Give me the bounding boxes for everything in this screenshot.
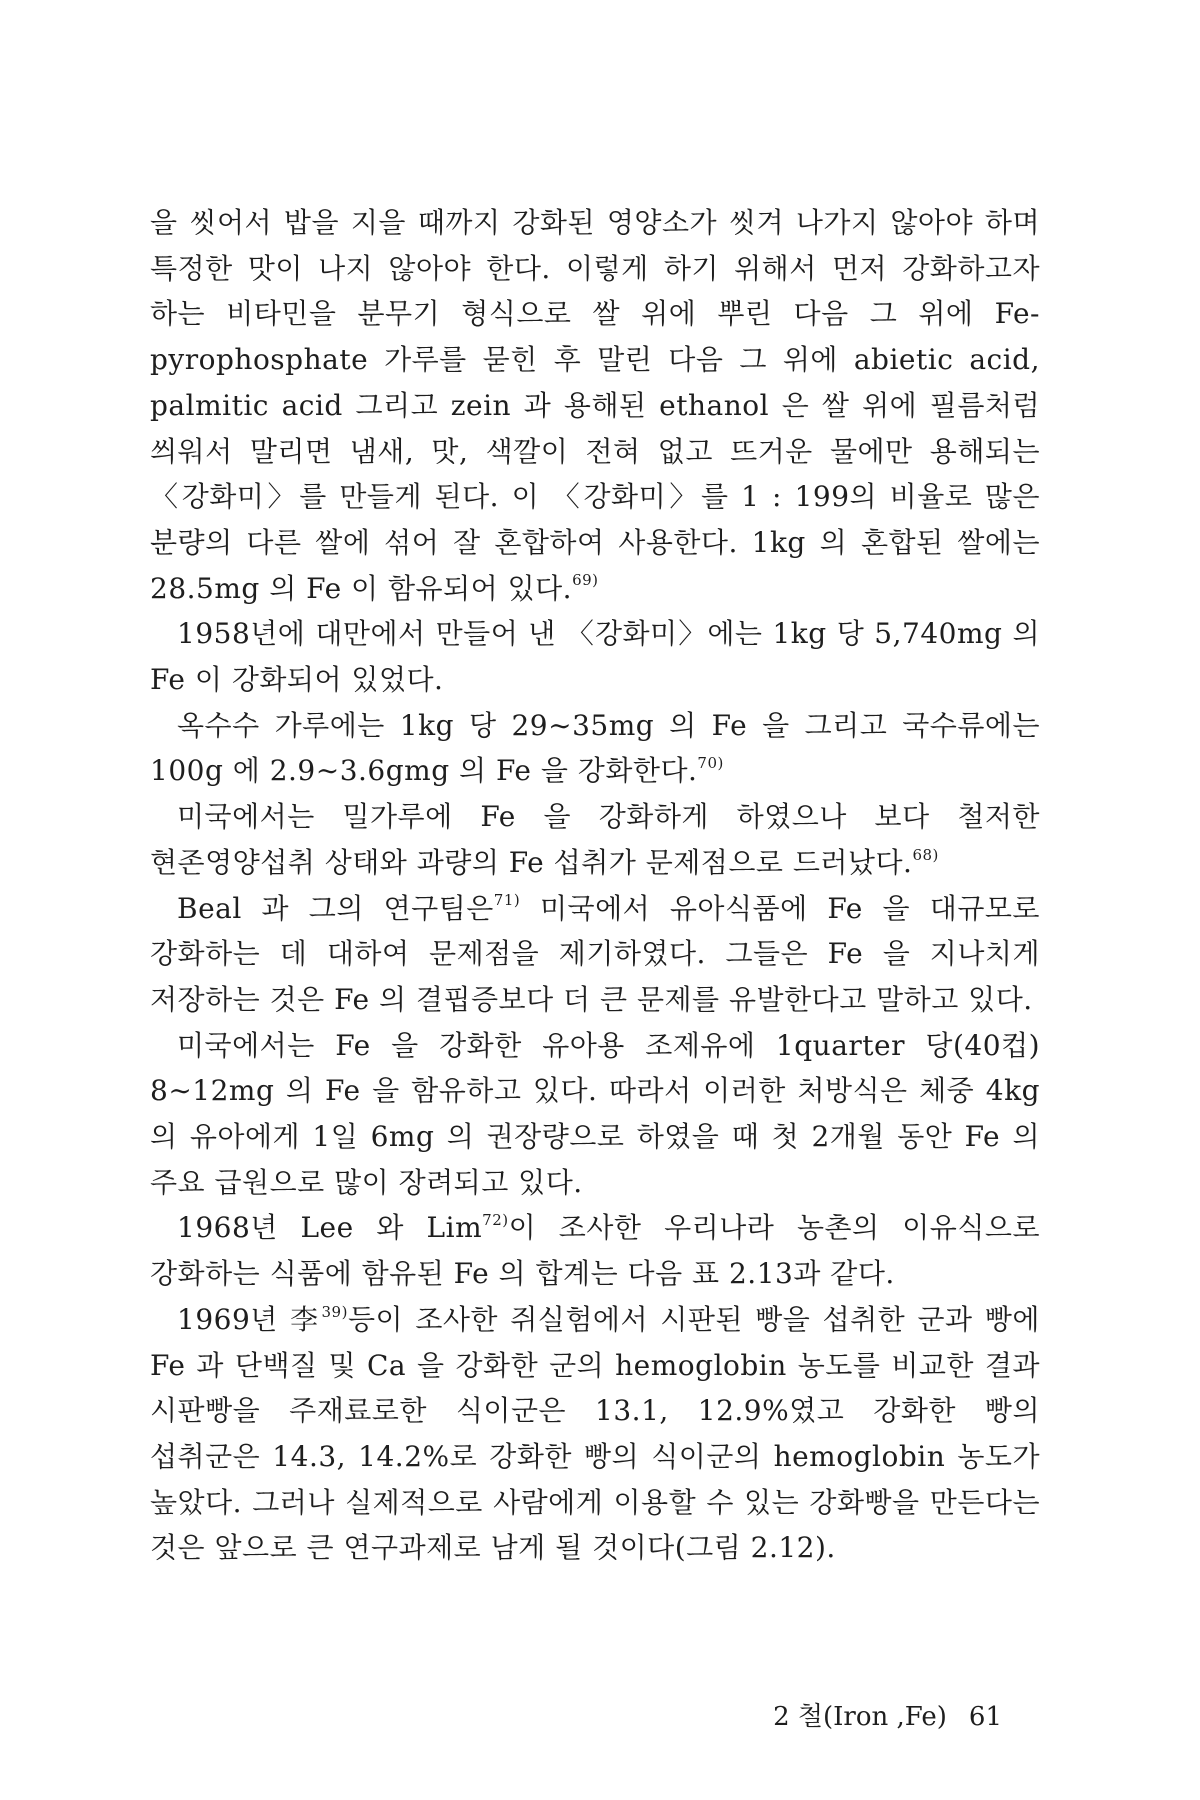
running-footer-section: 2 철(Iron ,Fe) bbox=[773, 1702, 947, 1732]
body-text bbox=[150, 200, 1040, 1571]
paragraph bbox=[150, 200, 1040, 611]
paragraph bbox=[150, 1205, 1040, 1296]
text-run: 미국에서 유아식품에 Fe 을 대규모로 강화하는 데 대하여 문제점을 제기하였다. 그들은 Fe 을 지나치게 저장하는 것은 Fe 의 결핍증보다 더 큰 문제를 유발한다고 말하고 있다. bbox=[150, 891, 1040, 1016]
text-run: Beal 과 그의 연구팀은 bbox=[177, 891, 494, 925]
page-number: 61 bbox=[968, 1702, 1002, 1732]
text-run: 미국에서는 Fe 을 강화한 유아용 조제유에 1quarter 당(40컵) 8∼12mg 의 Fe 을 함유하고 있다. 따라서 이러한 처방식은 체중 4kg 의 유아에게 1일 6mg 의 권장량으로 하였을 때 첫 2개월 동안 Fe 의 주요 급원으로 많이 장려되고 있다. bbox=[150, 1028, 1040, 1199]
text-run: 등이 조사한 쥐실험에서 시판된 빵을 섭취한 군과 빵에 Fe 과 단백질 및 Ca 을 강화한 군의 hemoglobin 농도를 비교한 결과 시판빵을 주재료로한 식이군은 13.1, 12.9%였고 강화한 빵의 섭취군은 14.3, 14.2%로 강화한 빵의 식이군의 hemoglobin 농도가 높았다. 그러나 실제적으로 사람에게 이용할 수 있는 강화빵을 만든다는 것은 앞으로 큰 연구과제로 남게 될 것이다(그림 2.12). bbox=[150, 1302, 1040, 1565]
text-run: 을 씻어서 밥을 지을 때까지 강화된 영양소가 씻겨 나가지 않아야 하며 특정한 맛이 나지 않아야 한다. 이렇게 하기 위해서 먼저 강화하고자 하는 비타민을 분무기 형식으로 쌀 위에 뿌린 다음 그 위에 Fe-pyrophosphate 가루를 묻힌 후 말린 다음 그 위에 abietic acid, palmitic acid 그리고 zein 과 용해된 ethanol 은 쌀 위에 필름처럼 씌워서 말리면 냄새, 맛, 색깔이 전혀 없고 뜨거운 물에만 용해되는 〈강화미〉를 만들게 된다. 이 〈강화미〉를 1 : 199의 비율로 많은 분량의 다른 쌀에 섞어 잘 혼합하여 사용한다. 1kg 의 혼합된 쌀에는 28.5mg 의 Fe 이 함유되어 있다. bbox=[150, 206, 1040, 605]
text-run: 1968년 Lee 와 Lim bbox=[177, 1211, 483, 1245]
text-run: 미국에서는 밀가루에 Fe 을 강화하게 하였으나 보다 철저한 현존영양섭취 상태와 과량의 Fe 섭취가 문제점으로 드러났다. bbox=[150, 800, 1040, 879]
paragraph bbox=[150, 703, 1040, 794]
page-footer bbox=[773, 1702, 1002, 1732]
reference-superscript: 39) bbox=[321, 1302, 348, 1321]
reference-superscript: 70) bbox=[697, 754, 724, 773]
text-run: 이 조사한 우리나라 농촌의 이유식으로 강화하는 식품에 함유된 Fe 의 합계는 다음 표 2.13과 같다. bbox=[150, 1211, 1040, 1291]
text-run: 1958년에 대만에서 만들어 낸 〈강화미〉에는 1kg 당 5,740mg 의 Fe 이 강화되어 있었다. bbox=[150, 617, 1040, 697]
paragraph bbox=[150, 1023, 1040, 1206]
paragraph bbox=[150, 886, 1040, 1023]
reference-superscript: 68) bbox=[912, 845, 939, 864]
text-run: 옥수수 가루에는 1kg 당 29∼35mg 의 Fe 을 그리고 국수류에는 100g 에 2.9∼3.6gmg 의 Fe 을 강화한다. bbox=[150, 708, 1040, 788]
text-run: 1969년 李 bbox=[177, 1302, 322, 1336]
paragraph bbox=[150, 794, 1040, 885]
reference-superscript: 72) bbox=[482, 1211, 509, 1230]
paragraph bbox=[150, 1297, 1040, 1571]
reference-superscript: 69) bbox=[572, 571, 599, 590]
paragraph bbox=[150, 611, 1040, 702]
reference-superscript: 71) bbox=[493, 891, 521, 910]
